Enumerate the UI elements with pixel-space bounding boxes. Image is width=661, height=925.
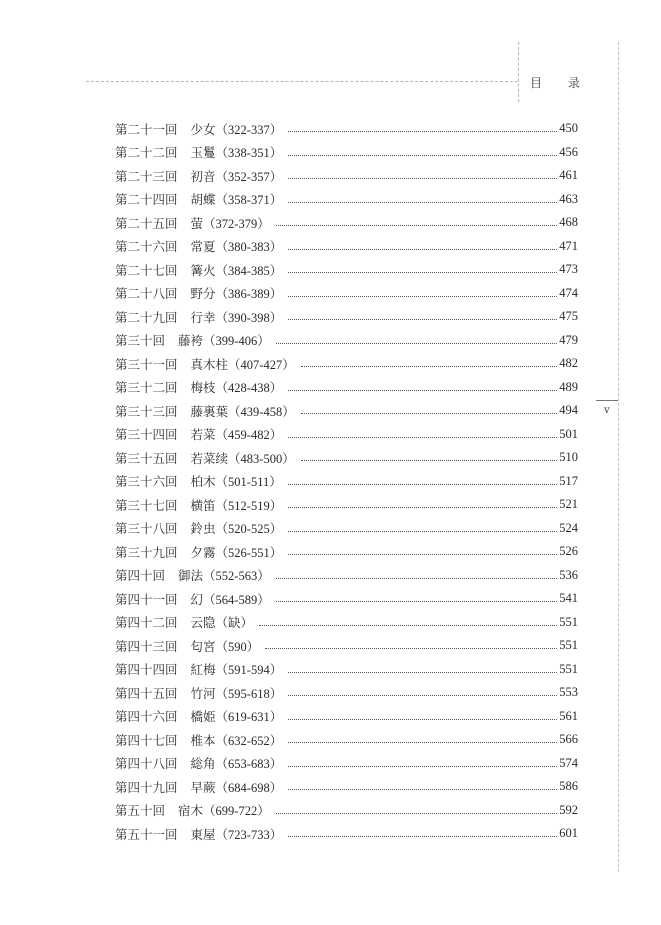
toc-page-number: 561: [559, 708, 578, 723]
toc-dot-leader: [288, 178, 557, 179]
toc-dot-leader: [288, 789, 557, 790]
toc-dot-leader: [288, 695, 557, 696]
toc-chapter-title: 柏木: [190, 474, 216, 490]
toc-chapter-number: 第三十五回: [115, 450, 178, 466]
toc-source-range: （322-337）: [215, 122, 283, 137]
toc-source-range: （564-589）: [203, 592, 270, 607]
toc-dot-leader: [288, 390, 557, 391]
toc-source-range: （338-351）: [215, 146, 283, 161]
toc-source-range: （723-733）: [215, 827, 283, 842]
toc-source-range: （459-482）: [215, 428, 283, 443]
toc-source-range: （653-683）: [215, 757, 283, 772]
toc-entry[interactable]: [115, 752, 578, 776]
toc-page-number: 456: [559, 144, 578, 159]
toc-source-range: （619-631）: [215, 710, 283, 725]
margin-rule: [618, 42, 619, 872]
header-divider: [518, 42, 519, 102]
toc-page-number: 536: [559, 567, 578, 582]
toc-entry[interactable]: [115, 211, 578, 235]
toc-source-range: （407-427）: [228, 357, 295, 372]
toc-chapter-title: 鈴虫: [190, 521, 216, 537]
toc-page-number: 510: [559, 450, 578, 465]
toc-chapter-number: 第三十六回: [115, 474, 178, 490]
toc-dot-leader: [288, 272, 557, 273]
toc-chapter-title: 椎本: [190, 732, 216, 748]
toc-entry[interactable]: [115, 352, 578, 376]
toc-page-number: 526: [559, 544, 578, 559]
toc-chapter-number: 第二十四回: [115, 192, 178, 208]
toc-chapter-title: 匂宮: [190, 638, 216, 654]
toc-source-range: （632-652）: [215, 733, 283, 748]
toc-chapter-title: 宿木: [178, 803, 204, 819]
toc-page-number: 461: [559, 168, 578, 183]
toc-chapter-number: 第四十回: [115, 568, 166, 584]
toc-chapter-title: 初音: [190, 168, 216, 184]
toc-page-number: 521: [559, 497, 578, 512]
toc-chapter-title: 幻: [190, 591, 204, 607]
toc-chapter-title: 藤裏葉: [190, 403, 229, 419]
toc-dot-leader: [276, 225, 558, 226]
toc-entry[interactable]: [115, 634, 578, 658]
toc-dot-leader: [288, 719, 557, 720]
toc-chapter-title: 篝火: [190, 262, 216, 278]
toc-chapter-title: 御法: [178, 568, 204, 584]
toc-dot-leader: [301, 366, 558, 367]
toc-chapter-number: 第二十三回: [115, 168, 178, 184]
toc-source-range: （590）: [215, 639, 260, 654]
toc-chapter-number: 第四十九回: [115, 779, 178, 795]
toc-dot-leader: [288, 296, 557, 297]
toc-dot-leader: [288, 554, 557, 555]
toc-chapter-number: 第四十四回: [115, 662, 178, 678]
toc-dot-leader: [288, 155, 557, 156]
toc-chapter-number: 第五十一回: [115, 826, 178, 842]
toc-chapter-title: 東屋: [190, 826, 216, 842]
toc-dot-leader: [288, 672, 557, 673]
toc-chapter-title: 云隐: [190, 615, 216, 631]
toc-page-number: 482: [559, 356, 578, 371]
toc-chapter-title: 胡蝶: [190, 192, 216, 208]
toc-page-number: 551: [559, 638, 578, 653]
toc-page-number: 586: [559, 779, 578, 794]
toc-page-number: 517: [559, 473, 578, 488]
toc-source-range: （358-371）: [215, 193, 283, 208]
toc-entry[interactable]: [115, 517, 578, 541]
toc-chapter-title: 若菜: [190, 427, 216, 443]
running-head: 目录: [530, 76, 607, 90]
toc-entry[interactable]: [115, 376, 578, 400]
toc-source-range: （699-722）: [203, 804, 270, 819]
toc-dot-leader: [288, 437, 557, 438]
toc-entry[interactable]: [115, 188, 578, 212]
toc-source-range: （380-383）: [215, 240, 283, 255]
toc-source-range: （526-551）: [215, 545, 283, 560]
toc-chapter-number: 第二十七回: [115, 262, 178, 278]
toc-chapter-title: 竹河: [190, 685, 216, 701]
toc-chapter-title: 野分: [190, 286, 216, 302]
toc-dot-leader: [288, 766, 557, 767]
toc-source-range: （520-525）: [215, 522, 283, 537]
toc-dot-leader: [276, 343, 558, 344]
toc-page-number: 471: [559, 238, 578, 253]
toc-dot-leader: [288, 249, 557, 250]
toc-chapter-title: 常夏: [190, 239, 216, 255]
toc-chapter-title: 横笛: [190, 497, 216, 513]
toc-dot-leader: [276, 578, 558, 579]
toc-chapter-number: 第三十二回: [115, 380, 178, 396]
toc-entry[interactable]: [115, 117, 578, 141]
toc-chapter-title: 藤袴: [178, 333, 204, 349]
toc-entry[interactable]: [115, 164, 578, 188]
toc-entry[interactable]: [115, 587, 578, 611]
toc-page-number: 468: [559, 215, 578, 230]
toc-chapter-title: 総角: [190, 756, 216, 772]
toc-source-range: （372-379）: [203, 216, 270, 231]
toc-source-range: （399-406）: [203, 334, 270, 349]
toc-source-range: （386-389）: [215, 287, 283, 302]
toc-entry[interactable]: [115, 564, 578, 588]
toc-entry[interactable]: [115, 329, 578, 353]
toc-entry[interactable]: [115, 399, 578, 423]
toc-source-range: （352-357）: [215, 169, 283, 184]
toc-source-range: （595-618）: [215, 686, 283, 701]
toc-entry[interactable]: [115, 235, 578, 259]
toc-entry[interactable]: [115, 258, 578, 282]
toc-page-number: 592: [559, 802, 578, 817]
toc-entry[interactable]: [115, 775, 578, 799]
toc-chapter-number: 第二十五回: [115, 215, 178, 231]
toc-source-range: （591-594）: [215, 663, 283, 678]
toc-entry[interactable]: [115, 658, 578, 682]
toc-page-number: 541: [559, 591, 578, 606]
toc-dot-leader: [276, 601, 558, 602]
toc-chapter-title: 玉鬘: [190, 145, 216, 161]
toc-dot-leader: [288, 742, 557, 743]
toc-page-number: 524: [559, 520, 578, 535]
toc-page-number: 463: [559, 191, 578, 206]
toc-chapter-number: 第三十七回: [115, 497, 178, 513]
toc-entry[interactable]: [115, 705, 578, 729]
toc-chapter-number: 第三十四回: [115, 427, 178, 443]
header-rule: [86, 81, 518, 82]
toc-chapter-number: 第二十六回: [115, 239, 178, 255]
toc-chapter-number: 第四十八回: [115, 756, 178, 772]
toc-chapter-title: 梅枝: [190, 380, 216, 396]
toc-chapter-number: 第四十二回: [115, 615, 178, 631]
toc-dot-leader: [301, 413, 558, 414]
toc-source-range: （552-563）: [203, 569, 270, 584]
toc-entry[interactable]: [115, 282, 578, 306]
toc-chapter-number: 第三十八回: [115, 521, 178, 537]
toc-chapter-number: 第四十一回: [115, 591, 178, 607]
toc-page-number: 501: [559, 426, 578, 441]
toc-chapter-number: 第五十回: [115, 803, 166, 819]
toc-chapter-number: 第三十三回: [115, 403, 178, 419]
toc-entry[interactable]: [115, 470, 578, 494]
toc-page-number: 566: [559, 732, 578, 747]
toc-source-range: （684-698）: [215, 780, 283, 795]
toc-chapter-number: 第二十一回: [115, 121, 178, 137]
toc-dot-leader: [301, 460, 558, 461]
toc-page-number: 450: [559, 121, 578, 136]
toc-chapter-number: 第四十七回: [115, 732, 178, 748]
toc-entry[interactable]: [115, 822, 578, 846]
toc-chapter-title: 夕霧: [190, 544, 216, 560]
toc-source-range: （缺）: [215, 616, 254, 631]
table-of-contents: [115, 117, 578, 846]
toc-chapter-title: 紅梅: [190, 662, 216, 678]
toc-source-range: （501-511）: [215, 475, 282, 490]
toc-dot-leader: [265, 648, 557, 649]
toc-entry[interactable]: [115, 446, 578, 470]
toc-page-number: 574: [559, 755, 578, 770]
toc-entry[interactable]: [115, 799, 578, 823]
toc-page-number: 475: [559, 309, 578, 324]
toc-page-number: 551: [559, 614, 578, 629]
toc-page-number: 474: [559, 285, 578, 300]
toc-dot-leader: [288, 531, 557, 532]
toc-entry[interactable]: [115, 540, 578, 564]
toc-chapter-number: 第二十八回: [115, 286, 178, 302]
toc-entry[interactable]: [115, 681, 578, 705]
toc-chapter-number: 第二十二回: [115, 145, 178, 161]
toc-page-number: 601: [559, 826, 578, 841]
toc-chapter-title: 少女: [190, 121, 216, 137]
toc-dot-leader: [288, 484, 558, 485]
toc-page-number: 489: [559, 379, 578, 394]
toc-chapter-title: 真木柱: [190, 356, 229, 372]
toc-dot-leader: [288, 507, 557, 508]
toc-chapter-number: 第三十回: [115, 333, 166, 349]
toc-entry[interactable]: [115, 141, 578, 165]
toc-page-number: 553: [559, 685, 578, 700]
toc-chapter-title: 早蕨: [190, 779, 216, 795]
toc-page-number: 494: [559, 403, 578, 418]
toc-entry[interactable]: [115, 423, 578, 447]
toc-page-number: 479: [559, 332, 578, 347]
toc-entry[interactable]: [115, 611, 578, 635]
toc-entry[interactable]: [115, 493, 578, 517]
toc-dot-leader: [288, 131, 557, 132]
page-number: v: [604, 405, 610, 416]
toc-source-range: （512-519）: [215, 498, 283, 513]
toc-chapter-number: 第四十五回: [115, 685, 178, 701]
toc-chapter-title: 若菜续: [190, 450, 229, 466]
toc-dot-leader: [288, 836, 557, 837]
toc-source-range: （390-398）: [215, 310, 283, 325]
toc-chapter-title: 橋姫: [190, 709, 216, 725]
toc-chapter-title: 行幸: [190, 309, 216, 325]
toc-page-number: 551: [559, 661, 578, 676]
toc-dot-leader: [288, 319, 557, 320]
toc-chapter-title: 萤: [190, 215, 204, 231]
toc-entry[interactable]: [115, 728, 578, 752]
toc-chapter-number: 第三十一回: [115, 356, 178, 372]
toc-page-number: 473: [559, 262, 578, 277]
toc-source-range: （384-385）: [215, 263, 283, 278]
toc-chapter-number: 第四十三回: [115, 638, 178, 654]
toc-dot-leader: [276, 813, 558, 814]
toc-dot-leader: [288, 202, 557, 203]
toc-dot-leader: [259, 625, 557, 626]
toc-entry[interactable]: [115, 305, 578, 329]
toc-chapter-number: 第三十九回: [115, 544, 178, 560]
toc-source-range: （428-438）: [215, 381, 283, 396]
toc-source-range: （439-458）: [228, 404, 295, 419]
toc-source-range: （483-500）: [228, 451, 295, 466]
toc-chapter-number: 第四十六回: [115, 709, 178, 725]
toc-chapter-number: 第二十九回: [115, 309, 178, 325]
